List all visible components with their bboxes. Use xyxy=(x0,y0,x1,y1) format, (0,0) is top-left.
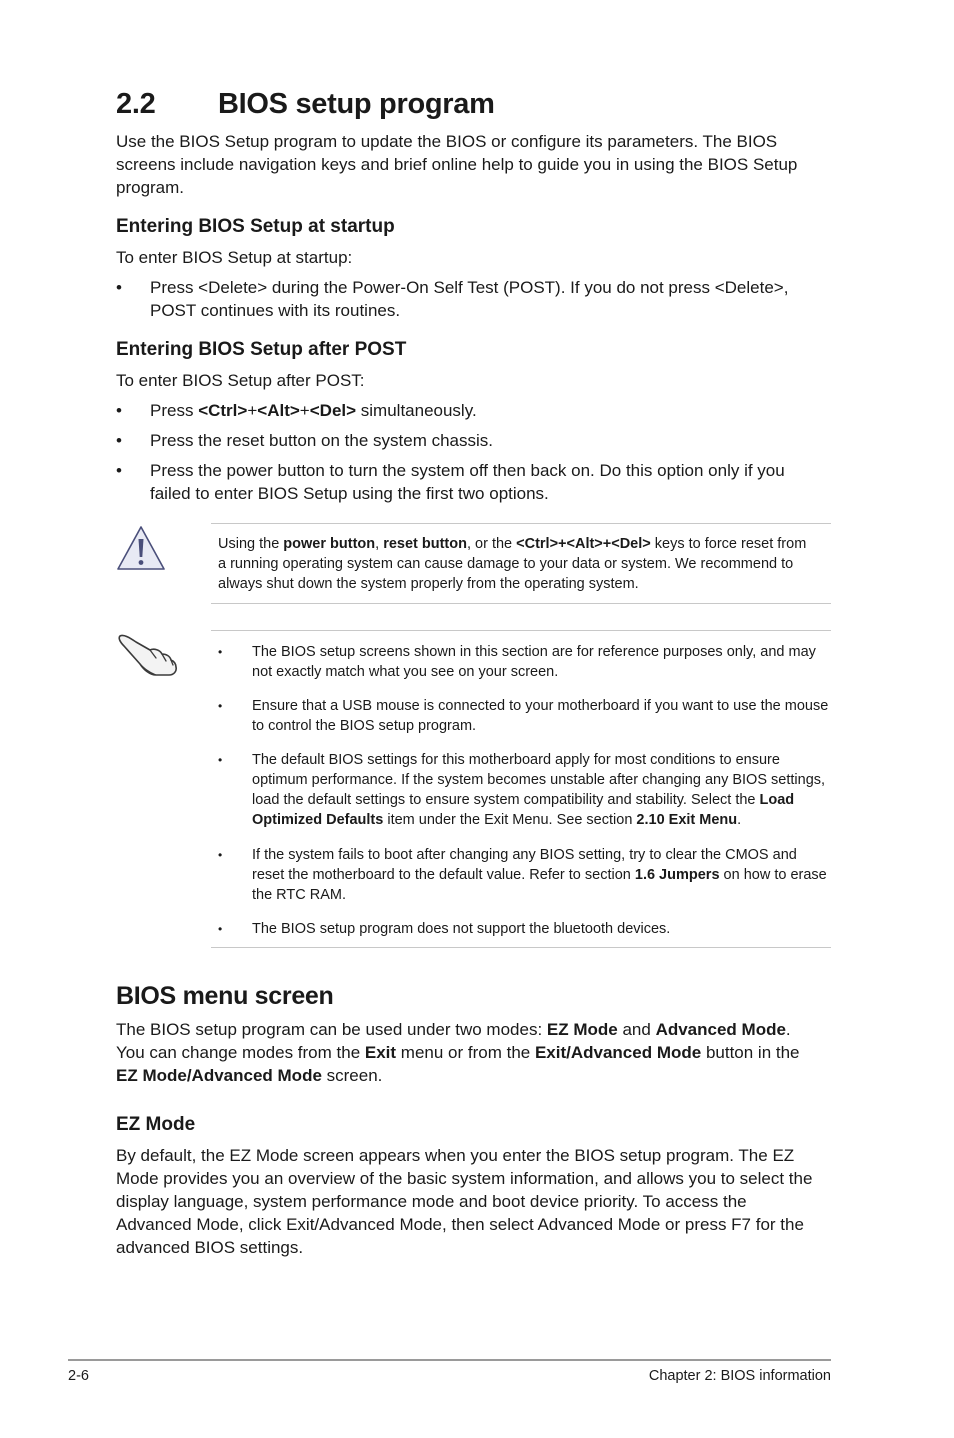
bullet-mark: • xyxy=(116,431,122,450)
page-number: 2-6 xyxy=(68,1368,89,1384)
section-number: 2.2 xyxy=(116,88,156,120)
section-heading xyxy=(116,88,495,121)
menu-screen-paragraph: The BIOS setup program can be used under two modes: EZ Mode and Advanced Mode. You can change modes from the Exit menu or from the Exit/Advanced Mode button in the EZ Mode/Advanced Mode screen. xyxy=(116,1020,800,1085)
ez-mode-paragraph: By default, the EZ Mode screen appears when you enter the BIOS setup program. The EZ Mode provides you an overview of the basic system information, and allows you to select the display language, system performance mode and boot device priority. To access the Advanced Mode, click Exit/Advanced Mode, then select Advanced Mode or press F7 for the advanced BIOS settings. xyxy=(116,1146,813,1257)
startup-lead: To enter BIOS Setup at startup: xyxy=(116,248,353,267)
note-text: If the system fails to boot after changing any BIOS setting, try to clear the CMOS and reset the motherboard to the default value. Refer to section 1.6 Jumpers on how to erase the RTC RAM. xyxy=(252,847,827,903)
bullet-mark: • xyxy=(218,848,223,862)
ez-mode-subheading: EZ Mode xyxy=(116,1114,196,1135)
section-title: BIOS setup program xyxy=(218,88,495,120)
bullet-text: Press the power button to turn the system off then back on. Do this option only if you failed to enter BIOS Setup using the first two options. xyxy=(150,461,785,503)
warning-triangle-icon xyxy=(116,525,166,571)
menu-screen-heading: BIOS menu screen xyxy=(116,982,334,1010)
warning-text: Using the power button, reset button, or the <Ctrl>+<Alt>+<Del> keys to force reset from a running operating system can cause damage to your data or system. We recommend to always shut down the system properly from the operating system. xyxy=(218,536,807,592)
intro-paragraph: Use the BIOS Setup program to update the BIOS or configure its parameters. The BIOS screens include navigation keys and brief online help to guide you in using the BIOS Setup program. xyxy=(116,132,798,197)
footer-rule xyxy=(68,1359,831,1361)
bullet-text: Press the reset button on the system chassis. xyxy=(150,431,493,450)
note-text: The BIOS setup program does not support the bluetooth devices. xyxy=(252,921,671,937)
bullet-mark: • xyxy=(218,753,223,767)
note-top-rule xyxy=(211,630,831,631)
warning-bottom-rule xyxy=(211,603,831,604)
bullet-mark: • xyxy=(116,461,122,480)
after-post-subheading: Entering BIOS Setup after POST xyxy=(116,339,407,360)
pointing-hand-icon xyxy=(116,628,180,678)
startup-subheading: Entering BIOS Setup at startup xyxy=(116,216,395,237)
chapter-title: Chapter 2: BIOS information xyxy=(648,1368,831,1384)
bullet-mark: • xyxy=(116,278,122,297)
bullet-mark: • xyxy=(116,401,122,420)
bullet-text: Press <Delete> during the Power-On Self Test (POST). If you do not press <Delete>, POST continues with its routines. xyxy=(150,278,789,320)
bullet-text: Press <Ctrl>+<Alt>+<Del> simultaneously. xyxy=(150,401,477,420)
note-text: The BIOS setup screens shown in this section are for reference purposes only, and may not exactly match what you see on your screen. xyxy=(252,644,816,680)
after-post-lead: To enter BIOS Setup after POST: xyxy=(116,371,365,390)
note-text: Ensure that a USB mouse is connected to your motherboard if you want to use the mouse to control the BIOS setup program. xyxy=(252,698,829,734)
bullet-mark: • xyxy=(218,922,223,936)
note-text: The default BIOS settings for this motherboard apply for most conditions to ensure optimum performance. If the system becomes unstable after changing any BIOS settings, load the default settings to ensure system compatibility and stability. Select the Load Optimized Defaults item under the Exit Menu. See section 2.10 Exit Menu. xyxy=(252,752,826,828)
warning-top-rule xyxy=(211,523,831,524)
bullet-mark: • xyxy=(218,645,223,659)
bullet-mark: • xyxy=(218,699,223,713)
note-bottom-rule xyxy=(211,947,831,948)
